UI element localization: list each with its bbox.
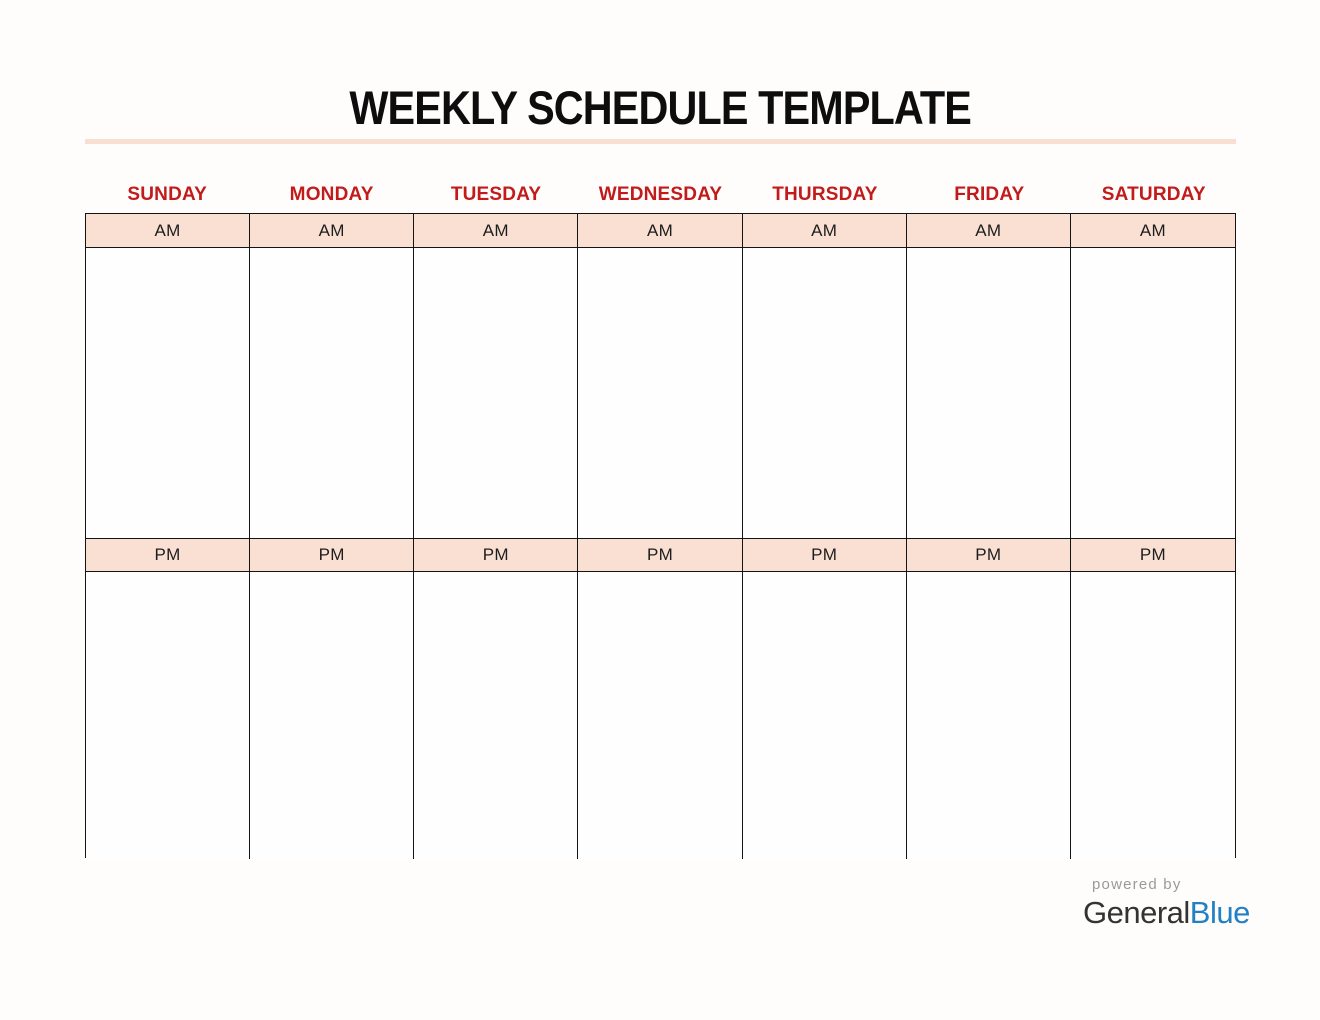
day-header-row bbox=[85, 184, 1236, 206]
pm-cell-wednesday[interactable] bbox=[578, 572, 742, 859]
day-header-friday: FRIDAY bbox=[954, 184, 1025, 205]
am-header-monday: AM bbox=[250, 214, 414, 248]
schedule-table bbox=[85, 213, 1236, 858]
pm-header-sunday: PM bbox=[86, 539, 250, 572]
am-cell-monday[interactable] bbox=[250, 248, 414, 539]
am-cell-thursday[interactable] bbox=[743, 248, 907, 539]
day-header-wednesday: WEDNESDAY bbox=[598, 184, 723, 205]
pm-header-friday: PM bbox=[907, 539, 1071, 572]
day-header-monday: MONDAY bbox=[289, 184, 374, 205]
pm-header-wednesday: PM bbox=[578, 539, 742, 572]
am-header-wednesday: AM bbox=[578, 214, 742, 248]
am-cell-wednesday[interactable] bbox=[578, 248, 742, 539]
am-header-thursday: AM bbox=[743, 214, 907, 248]
pm-cell-friday[interactable] bbox=[907, 572, 1071, 859]
day-header-tuesday: TUESDAY bbox=[450, 184, 542, 205]
pm-cell-sunday[interactable] bbox=[86, 572, 250, 859]
am-cell-saturday[interactable] bbox=[1071, 248, 1235, 539]
day-header-saturday: SATURDAY bbox=[1101, 184, 1206, 205]
title-divider bbox=[85, 139, 1236, 144]
pm-cell-tuesday[interactable] bbox=[414, 572, 578, 859]
pm-header-thursday: PM bbox=[743, 539, 907, 572]
brand-blue-text: Blue bbox=[1189, 895, 1250, 930]
day-header-thursday: THURSDAY bbox=[772, 184, 878, 205]
am-header-tuesday: AM bbox=[414, 214, 578, 248]
pm-cell-monday[interactable] bbox=[250, 572, 414, 859]
pm-header-saturday: PM bbox=[1071, 539, 1235, 572]
am-cell-friday[interactable] bbox=[907, 248, 1071, 539]
page-title bbox=[0, 80, 1320, 135]
am-cell-tuesday[interactable] bbox=[414, 248, 578, 539]
powered-by-text: powered by bbox=[1092, 876, 1182, 893]
am-header-saturday: AM bbox=[1071, 214, 1235, 248]
pm-cell-thursday[interactable] bbox=[743, 572, 907, 859]
brand-footer bbox=[1083, 876, 1250, 931]
am-header-friday: AM bbox=[907, 214, 1071, 248]
generalblue-logo bbox=[1083, 895, 1250, 931]
pm-header-tuesday: PM bbox=[414, 539, 578, 572]
am-cell-sunday[interactable] bbox=[86, 248, 250, 539]
brand-general-text: General bbox=[1083, 895, 1190, 930]
page-title-text: WEEKLY SCHEDULE TEMPLATE bbox=[349, 81, 971, 134]
pm-cell-saturday[interactable] bbox=[1071, 572, 1235, 859]
am-header-sunday: AM bbox=[86, 214, 250, 248]
pm-header-monday: PM bbox=[250, 539, 414, 572]
day-header-sunday: SUNDAY bbox=[127, 184, 208, 205]
